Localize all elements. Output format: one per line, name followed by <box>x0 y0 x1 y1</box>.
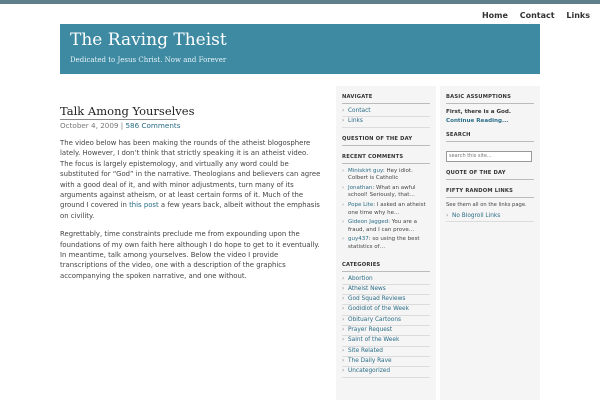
category-item[interactable]: › Site Related <box>342 347 430 357</box>
recent-comment <box>342 219 430 234</box>
site-header <box>60 24 540 74</box>
navigate-item[interactable]: › Links <box>342 117 430 127</box>
navigate-item[interactable]: › Contact <box>342 107 430 117</box>
post-paragraph-2: Regrettably, time constraints preclude me from expounding upon the foundations of my own faith here although I do hope to get to it eventually. In meantime, talk among yourselves. Below the video I provide transcriptions of the video, one with a description of the graphics accompanying the spoken narrative, and one without. <box>60 230 320 280</box>
comment-author[interactable]: Jonathan <box>348 184 373 191</box>
navigate-widget <box>342 86 430 128</box>
category-item[interactable]: › Saint of the Week <box>342 336 430 346</box>
comment-excerpt[interactable]: : I asked an atheist one time why he… <box>348 201 426 216</box>
random-links-widget <box>446 180 534 222</box>
category-item[interactable]: › Uncategorized <box>342 367 430 377</box>
recent-comment <box>342 168 430 183</box>
assumptions-text: First, there is a God. <box>446 109 512 115</box>
search-title: SEARCH <box>446 132 534 142</box>
comment-author[interactable]: Miniskirt guy <box>348 167 383 174</box>
meta-separator: | <box>118 121 126 130</box>
basic-assumptions-title: BASIC ASSUMPTIONS <box>446 94 534 104</box>
comment-excerpt[interactable]: : What an awful school! Seriously, that… <box>348 184 416 199</box>
links-note: See them all on the links page. <box>446 201 527 208</box>
basic-assumptions-widget <box>446 86 534 124</box>
qotd-widget <box>342 128 430 146</box>
search-input[interactable] <box>446 151 532 162</box>
nav-links-link[interactable]: Links <box>566 11 590 20</box>
comment-author[interactable]: Pope Lite <box>348 201 374 208</box>
this-post-link[interactable]: this post <box>129 201 159 210</box>
categories-widget <box>342 254 430 378</box>
category-item[interactable]: › Atheist News <box>342 285 430 295</box>
sidebar-right <box>440 86 540 400</box>
quote-widget <box>446 162 534 180</box>
comment-excerpt[interactable]: : so using the best statistics of… <box>348 236 420 250</box>
top-stripe <box>0 0 600 4</box>
category-item[interactable]: › Abortion <box>342 275 430 285</box>
comments-link[interactable]: 586 Comments <box>125 121 181 130</box>
main-content <box>60 104 322 281</box>
comment-excerpt[interactable]: : You are a fraud, and I can prove… <box>348 219 417 233</box>
post-date: October 4, 2009 <box>60 121 119 130</box>
category-item[interactable]: › Obituary Cartoons <box>342 316 430 326</box>
comment-author[interactable]: Gideon Jagged <box>348 219 389 226</box>
random-links-title: FIFTY RANDOM LINKS <box>446 188 534 198</box>
category-item[interactable]: › The Daily Rave <box>342 357 430 367</box>
comment-excerpt[interactable]: : Hey idiot. Colbert is Catholic <box>348 167 413 182</box>
nav-contact-link[interactable]: Contact <box>519 11 555 20</box>
post-body <box>60 138 322 281</box>
nav-home-link[interactable]: Home <box>481 11 508 20</box>
post-paragraph-1 <box>60 138 322 221</box>
recent-comments-title: RECENT COMMENTS <box>342 154 430 164</box>
comment-author[interactable]: guy437 <box>348 236 369 243</box>
post-meta <box>60 121 322 130</box>
top-nav <box>473 11 590 20</box>
site-description: Dedicated to Jesus Christ. Now and Forever <box>70 56 227 64</box>
qotd-title: QUESTION OF THE DAY <box>342 136 430 146</box>
p1-text-before: The video below has been making the rounds of the atheist blogosphere lately. However, I don’t think that strictly speaking it is an atheist video. The focus is largely epistemology, and virtually any word could be substituted for “God” in the narrative. Theologians and believers can agree with a good deal of it, and with minor adjustments, turn many of its arguments against atheism, or at least certain forms of it. Much of the ground I covered in <box>60 139 321 210</box>
category-item[interactable]: › Godidiot of the Week <box>342 305 430 315</box>
recent-comment <box>342 202 430 217</box>
category-item[interactable]: › God Squad Reviews <box>342 295 430 305</box>
quote-title: QUOTE OF THE DAY <box>446 170 534 180</box>
continue-reading-link[interactable]: Continue Reading... <box>446 118 509 124</box>
navigate-title: NAVIGATE <box>342 94 430 104</box>
p1-text-after: a few years back, albeit without the emphasis on civility. <box>60 201 320 220</box>
recent-comments-widget <box>342 146 430 252</box>
recent-comment <box>342 185 430 200</box>
sidebar-left <box>336 86 436 400</box>
post-title[interactable]: Talk Among Yourselves <box>60 104 195 118</box>
site-title[interactable]: The Raving Theist <box>70 30 227 50</box>
categories-title: CATEGORIES <box>342 262 430 272</box>
search-widget <box>446 124 534 162</box>
recent-comment <box>342 236 430 251</box>
blogroll-item: › No Blogroll Links <box>446 212 534 222</box>
category-item[interactable]: › Prayer Request <box>342 326 430 336</box>
